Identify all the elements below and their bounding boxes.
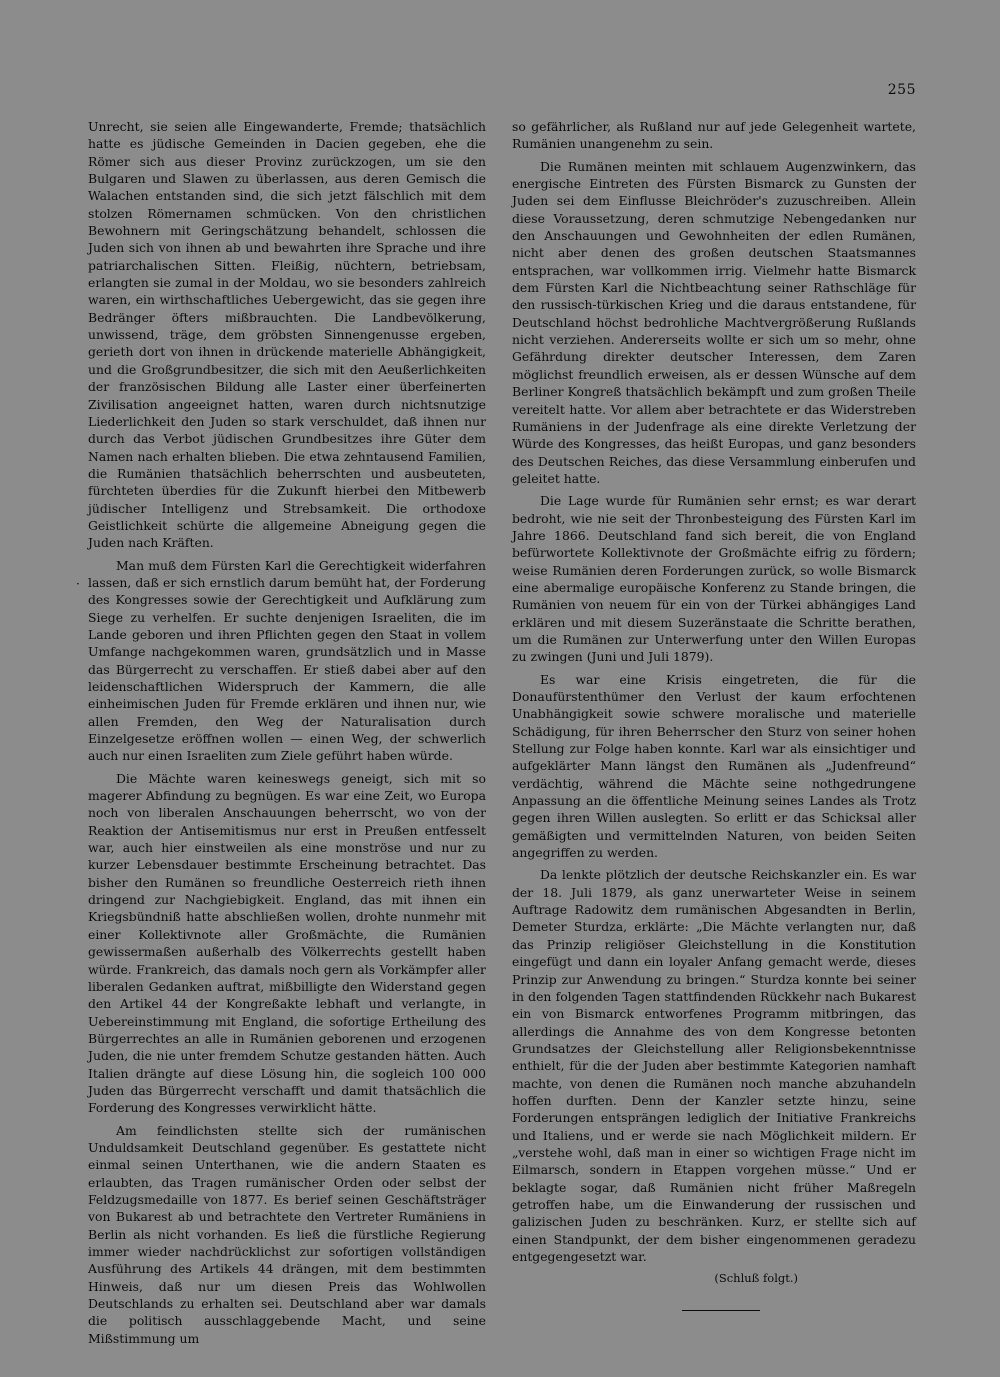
page-number: 255 (887, 82, 916, 98)
paragraph: so gefährlicher, als Rußland nur auf jede Gelegenheit wartete, Rumänien unangenehm zu sein. (512, 119, 916, 152)
paragraph: Die Rumänen meinten mit schlauem Augenzwinkern, das energische Eintreten des Fürsten Bismarck zu Gunsten der Juden sei dem Einflusse Bleichröder's zuzuschreiben. Allein diese Voraussetzung, deren schmutzige Nebengedanken nur den Anschauungen und Gewohnheiten der edlen Rumänen, nicht aber denen des großen deutschen Staatsmannes entsprachen, war vollkommen irrig. Vielmehr hatte Bismarck dem Fürsten Karl die Nichtbeachtung seiner Rathschläge für den russisch-türkischen Krieg und die daraus entstandene, für Deutschland höchst bedrohliche Machtvergrößerung Rußlands nicht verziehen. Andererseits wollte er sich um so mehr, ohne Gefährdung direkter deutscher Interessen, dem Zaren möglichst freundlich erweisen, als er dessen Wünsche auf dem Berliner Kongreß thatsächlich bekämpft und zum großen Theile vereitelt hatte. Vor allem aber betrachtete er das Widerstreben Rumäniens in der Judenfrage als eine direkte Verletzung der Würde des Kongresses, das heißt Europas, und ganz besonders des Deutschen Reiches, das diese Versammlung einberufen und geleitet hatte. (512, 158, 916, 486)
left-text-column (88, 118, 486, 1352)
margin-mark: · (76, 577, 80, 591)
right-text-column (512, 118, 916, 1311)
paragraph: Die Mächte waren keineswegs geneigt, sich mit so magerer Abfindung zu begnügen. Es war eine Zeit, wo Europa noch von liberalen Anschauungen beherrscht, wo von der Reaktion der Antisemitismus nur erst in Preußen entfesselt war, auch hier einstweilen als eine monströse und nur zu kurzer Lebensdauer bestimmte Erscheinung betrachtet. Das bisher den Rumänen so freundliche Oesterreich rieth ihnen dringend zur Nachgiebigkeit. England, das mit ihnen ein Kriegsbündniß hatte abschließen wollen, drohte nunmehr mit einer Kollektivnote aller Großmächte, die Rumänien gewissermaßen außerhalb des Völkerrechts gestellt haben würde. Frankreich, das damals noch gern als Vorkämpfer aller liberalen Gedanken auftrat, mißbilligte den Widerstand gegen den Artikel 44 der Kongreßakte lebhaft und verlangte, in Uebereinstimmung mit England, die sofortige Ertheilung des Bürgerrechtes an alle in Rumänien geborenen und erzogenen Juden, die nie unter fremdem Schutze gestanden hätten. Auch Italien drängte auf diese Lösung hin, die sogleich 100 000 Juden das Bürgerrecht verschafft und damit thatsächlich die Forderung des Kongresses verwirklicht hätte. (88, 770, 486, 1116)
paragraph: Man muß dem Fürsten Karl die Gerechtigkeit widerfahren lassen, daß er sich ernstlich darum bemüht hat, der Forderung des Kongresses sowie der Gerechtigkeit und Aufklärung zum Siege zu verhelfen. Er suchte denjenigen Israeliten, die im Lande geboren und ihren Pflichten gegen den Staat in vollem Umfange nachgekommen waren, grundsätzlich und in Masse das Bürgerrecht zu verschaffen. Er stieß dabei aber auf den leidenschaftlichen Widerspruch der Kammern, die alle einheimischen Juden für Fremde erklären und ihnen nur, wie allen Fremden, den Weg der Naturalisation durch Einzelgesetze eröffnen wollen — einen Weg, der schwerlich auch nur einen Israeliten zum Ziele geführt haben würde. (88, 557, 486, 764)
paragraph: Unrecht, sie seien alle Eingewanderte, Fremde; thatsächlich hatte es jüdische Gemeinden in Dacien gegeben, ehe die Römer sich aus dieser Provinz zurückzogen, um sie den Bulgaren und Slawen zu überlassen, aus deren Gemisch die Walachen entstanden sind, die sich jetzt fälschlich mit dem stolzen Römernamen schmücken. Von den christlichen Bewohnern mit Geringschätzung behandelt, schlossen die Juden sich von ihnen ab und bewahrten ihre Sprache und ihre patriarchalischen Sitten. Fleißig, nüchtern, betriebsam, erlangten sie zumal in der Moldau, wo sie besonders zahlreich waren, ein wirthschaftliches Uebergewicht, das sie gegen ihre Bedränger öfters mißbrauchten. Die Landbevölkerung, unwissend, träge, dem gröbsten Sinnengenusse ergeben, gerieth dort von ihnen in drückende materielle Abhängigkeit, und die Großgrundbesitzer, die sich mit den Aeußerlichkeiten der französischen Bildung alle Laster einer überfeinerten Zivilisation angeeignet hatten, waren durch nichtsnutzige Liederlichkeit den Juden so stark verschuldet, daß ihnen nur durch das Verbot jüdischen Grundbesitzes ihre Güter dem Namen nach erhalten blieben. Die etwa zehntausend Familien, die Rumänien thatsächlich beherrschten und ausbeuteten, fürchteten überdies für die Zukunft hierbei den Mitbewerb jüdischer Intelligenz und Strebsamkeit. Die orthodoxe Geistlichkeit schürte die allgemeine Abneigung gegen die Juden nach Kräften. (88, 119, 486, 551)
paragraph: Es war eine Krisis eingetreten, die für die Donaufürstenthümer den Verlust der kaum erfochtenen Unabhängigkeit sowie schwere moralische und materielle Schädigung, für ihren Beherrscher den Sturz von seiner hohen Stellung zur Folge haben konnte. Karl war als einsichtiger und aufgeklärter Mann längst den Rumänen als „Judenfreund“ verdächtig, während die Mächte seine nothgedrungene Anpassung an die öffentliche Meinung seines Landes als Trotz gegen ihren Willen auslegten. So erlitt er das Schicksal aller gemäßigten und vermittelnden Naturen, von beiden Seiten angegriffen zu werden. (512, 671, 916, 861)
paragraph: Die Lage wurde für Rumänien sehr ernst; es war derart bedroht, wie nie seit der Thronbesteigung des Fürsten Karl im Jahre 1866. Deutschland fand sich bereit, die von England befürwortete Kollektivnote der Großmächte eifrig zu fördern; weise Rumänien deren Forderungen zurück, so wolle Bismarck eine abermalige europäische Konferenz zu Stande bringen, die Rumänien von neuem für ein von der Türkei abhängiges Land erklären und mit diesem Suzeränstaate die Schritte berathen, um die Rumänen zur Unterwerfung unter den Willen Europas zu zwingen (Juni und Juli 1879). (512, 493, 916, 665)
continuation-note: (Schluß folgt.) (714, 1271, 798, 1286)
paragraph: Da lenkte plötzlich der deutsche Reichskanzler ein. Es war der 18. Juli 1879, als ganz unerwarteter Weise in seinem Auftrage Radowitz dem rumänischen Abgesandten in Berlin, Demeter Sturdza, erklärte: „Die Mächte verlangten nur, daß das Prinzip religiöser Gleichstellung in die Konstitution eingefügt und dann ein loyaler Anfang gemacht werde, dieses Prinzip zur Anwendung zu bringen.“ Sturdza konnte bei seiner in den folgenden Tagen stattfindenden Rückkehr nach Bukarest ein von Bismarck entworfenes Programm mitbringen, das allerdings die Annahme des von dem Kongresse betonten Grundsatzes der Gleichstellung aller Religionsbekenntnisse enthielt, für die der Juden aber bestimmte Kategorien namhaft machte, von denen die Rumänen noch manche abzuhandeln hoffen durften. Denn der Kanzler setzte hinzu, seine Forderungen entsprängen lediglich der Initiative Frankreichs und Italiens, und er werde sie nach Möglichkeit mildern. Er „verstehe wohl, daß man in einer so wichtigen Frage nicht im Eilmarsch, sondern in Etappen vorgehen müsse.“ Und er beklagte sogar, daß Rumänien nicht früher Maßregeln getroffen habe, um die Einwanderung der russischen und galizischen Juden zu beschränken. Kurz, er stellte sich auf einen Standpunkt, der dem bisher eingenommenen geradezu entgegengesetzt war. (512, 867, 916, 1264)
paragraph: Am feindlichsten stellte sich der rumänischen Unduldsamkeit Deutschland gegenüber. Es gestattete nicht einmal seinen Unterthanen, wie die andern Staaten es erlaubten, das Tragen rumänischer Orden oder selbst der Feldzugsmedaille von 1877. Es berief seinen Geschäftsträger von Bukarest ab und betrachtete den Vertreter Rumäniens in Berlin als nicht vorhanden. Es ließ die fürstliche Regierung immer wieder nachdrücklichst zur sofortigen vollständigen Ausführung des Artikels 44 drängen, mit dem bestimmten Hinweis, daß nur um diesen Preis das Wohlwollen Deutschlands zu erhalten sei. Deutschland aber war damals die politisch ausschlaggebende Macht, und seine Mißstimmung um (88, 1122, 486, 1346)
end-rule (682, 1310, 760, 1311)
